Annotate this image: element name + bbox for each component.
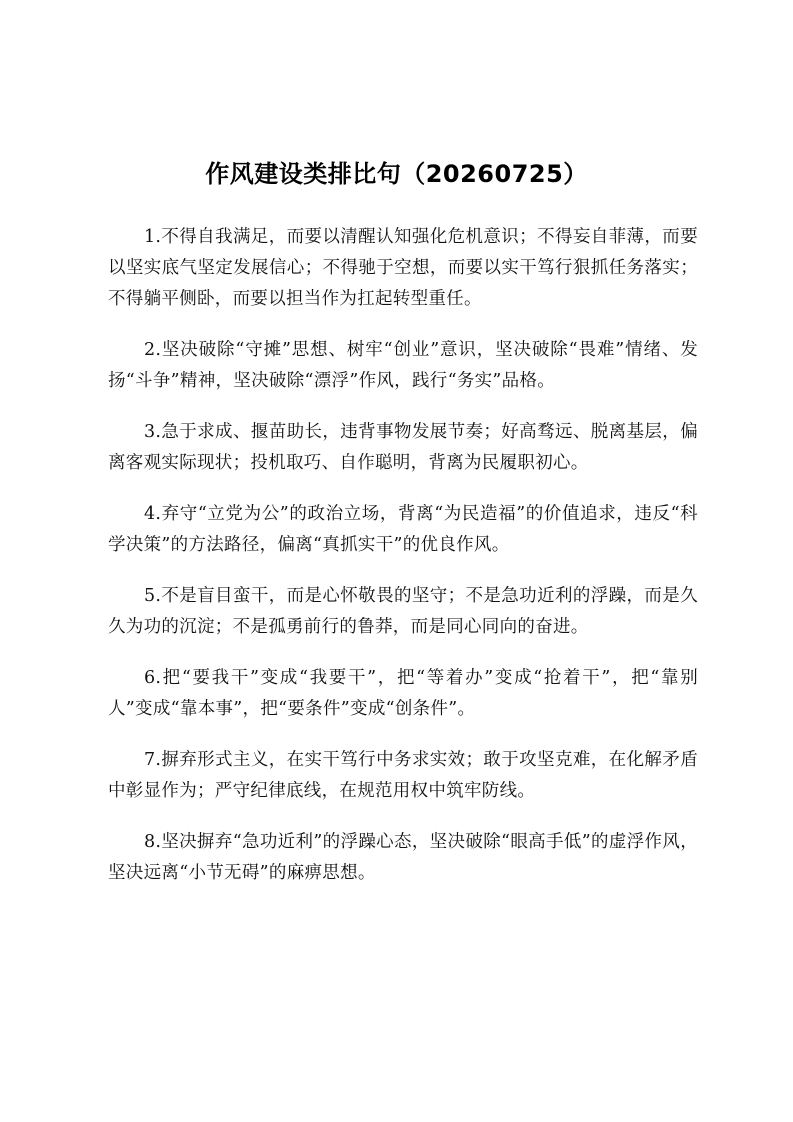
document-body [108, 222, 698, 909]
paragraph-3: 3.急于求成、揠苗助长，违背事物发展节奏；好高骛远、脱离基层，偏离客观实际现状；投机取巧、自作聪明，背离为民履职初心。 [108, 422, 698, 473]
paragraph-8: 8.坚决摒弃“急功近利”的浮躁心态，坚决破除“眼高手低”的虚浮作风，坚决远离“小节无碍”的麻痹思想。 [108, 832, 698, 883]
paragraph-1: 1.不得自我满足，而要以清醒认知强化危机意识；不得妄自菲薄，而要以坚实底气坚定发展信心；不得驰于空想，而要以实干笃行狠抓任务落实；不得躺平侧卧，而要以担当作为扛起转型重任。 [108, 227, 698, 309]
page-title: 作风建设类排比句（20260725） [205, 160, 588, 189]
paragraph-6: 6.把“要我干”变成“我要干”，把“等着办”变成“抢着干”，把“靠别人”变成“靠本事”，把“要条件”变成“创条件”。 [108, 668, 698, 719]
paragraph-2: 2.坚决破除“守摊”思想、树牢“创业”意识，坚决破除“畏难”情绪、发扬“斗争”精神，坚决破除“漂浮”作风，践行“务实”品格。 [108, 340, 698, 391]
paragraph-5: 5.不是盲目蛮干，而是心怀敬畏的坚守；不是急功近利的浮躁，而是久久为功的沉淀；不是孤勇前行的鲁莽，而是同心同向的奋进。 [108, 586, 698, 637]
paragraph-4: 4.弃守“立党为公”的政治立场，背离“为民造福”的价值追求，违反“科学决策”的方法路径，偏离“真抓实干”的优良作风。 [108, 504, 698, 555]
paragraph-7: 7.摒弃形式主义，在实干笃行中务求实效；敢于攻坚克难，在化解矛盾中彰显作为；严守纪律底线，在规范用权中筑牢防线。 [108, 750, 698, 801]
